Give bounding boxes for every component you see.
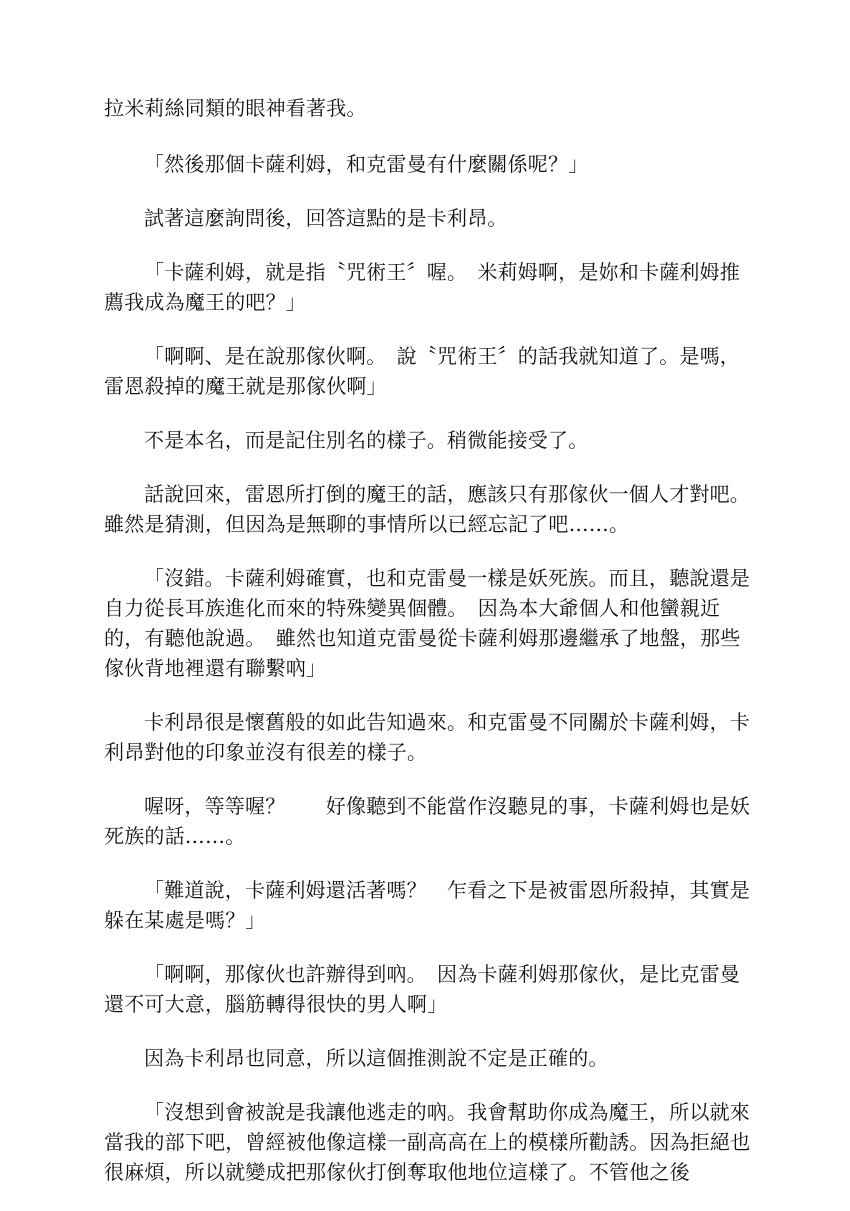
paragraph: 拉米莉絲同類的眼神看著我。 — [104, 96, 367, 120]
paragraph: 「沒錯。卡薩利姆確實，也和克雷曼一樣是妖死族。而且，聽說還是自力從長耳族進化而來的特殊變異個體。 因為本大爺個人和他蠻親近的，有聽他說過。 雖然也知道克雷曼從卡薩利姆那邊繼承了地盤，那些傢伙背地裡還有聯繫吶」 — [104, 566, 750, 680]
paragraph: 「沒想到會被說是我讓他逃走的吶。我會幫助你成為魔王，所以就來當我的部下吧，曾經被他像這樣一副高高在上的模樣所勸誘。因為拒絕也很麻煩，所以就變成把那傢伙打倒奪取他地位這樣了。不管他之後 — [104, 1100, 751, 1184]
paragraph: 「卡薩利姆，就是指〝咒術王〞喔。 米莉姆啊，是妳和卡薩利姆推薦我成為魔王的吧？」 — [104, 260, 740, 314]
paragraph: 因為卡利昂也同意，所以這個推測說不定是正確的。 — [144, 1046, 609, 1070]
paragraph: 試著這麼詢問後，回答這點的是卡利昂。 — [144, 206, 508, 230]
paragraph: 「難道說，卡薩利姆還活著嗎？ 乍看之下是被雷恩所殺掉，其實是躲在某處是嗎？」 — [104, 878, 750, 932]
paragraph: 卡利昂很是懷舊般的如此告知過來。和克雷曼不同關於卡薩利姆，卡利昂對他的印象並沒有很差的樣子。 — [104, 710, 750, 764]
document-body — [104, 93, 754, 1211]
paragraph: 話說回來，雷恩所打倒的魔王的話，應該只有那傢伙一個人才對吧。雖然是猜測，但因為是無聊的事情所以已經忘記了吧……。 — [104, 482, 750, 536]
paragraph: 「啊啊，那傢伙也許辦得到吶。 因為卡薩利姆那傢伙，是比克雷曼還不可大意，腦筋轉得很快的男人啊」 — [104, 962, 740, 1016]
paragraph: 不是本名，而是記住別名的樣子。稍微能接受了。 — [144, 428, 589, 452]
paragraph: 喔呀，等等喔？ 好像聽到不能當作沒聽見的事，卡薩利姆也是妖死族的話……。 — [104, 794, 750, 848]
paragraph: 「啊啊、是在說那傢伙啊。 說〝咒術王〞的話我就知道了。是嗎，雷恩殺掉的魔王就是那傢伙啊」 — [104, 344, 740, 398]
paragraph: 「然後那個卡薩利姆，和克雷曼有什麼關係呢？」 — [144, 152, 589, 176]
